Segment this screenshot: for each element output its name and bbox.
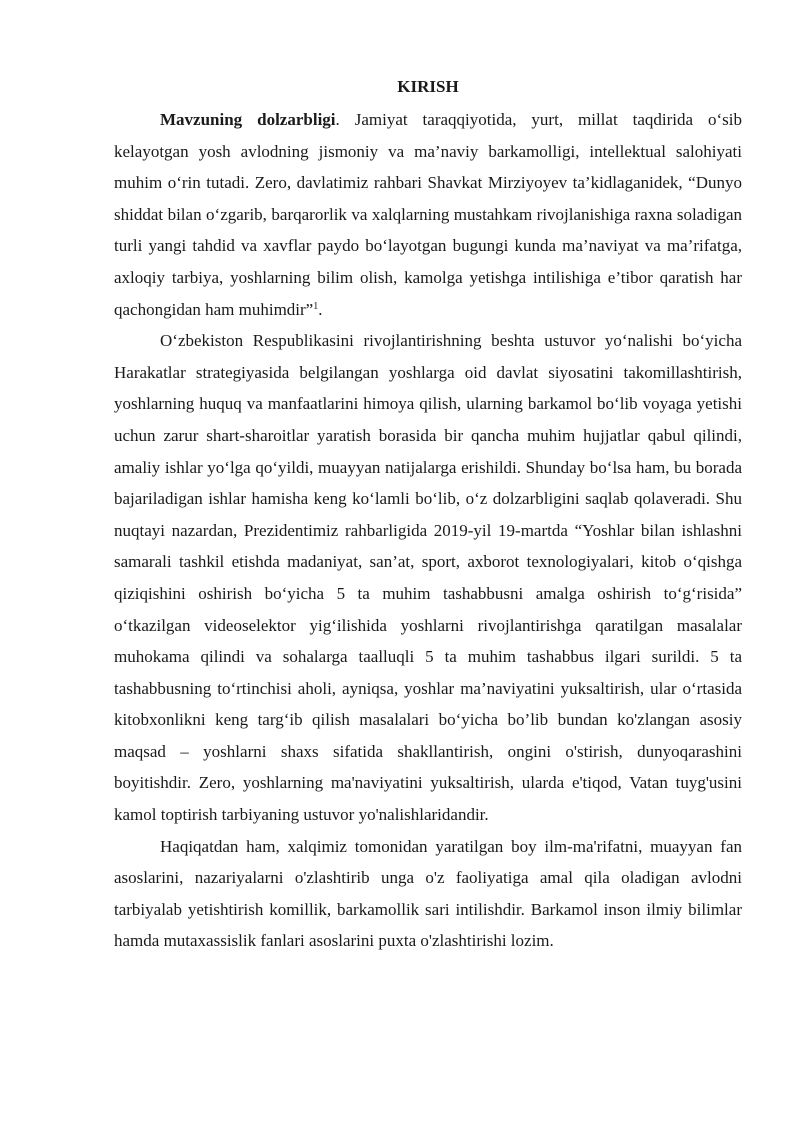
- paragraph-1-text: . Jamiyat taraqqiyotida, yurt, millat taqdirida o‘sib kelayotgan yosh avlodning jismoniy va ma’naviy barkamolligi, intellektual salohiyati muhim o‘rin tutadi. Zero, davlatimiz rahbari Shavkat Mirziyoyev ta’kidlaganidek, “Dunyo shiddat bilan o‘zgarib, barqarorlik va xalqlarning mustahkam rivojlanishiga raxna soladigan turli yangi tahdid va xavflar paydo bo‘layotgan bugungi kunda ma’naviyat va ma’rifatga, axloqiy tarbiya, yoshlarning bilim olish, kamolga yetishga intilishiga e’tibor qaratish har qachongidan ham muhimdir”: [114, 110, 742, 319]
- paragraph-1-lead: Mavzuning dolzarbligi: [160, 110, 336, 129]
- page-title: KIRISH: [397, 77, 459, 96]
- footnote-reference[interactable]: 1: [313, 300, 319, 312]
- document-page: [114, 74, 742, 957]
- paragraph-2: O‘zbekiston Respublikasini rivojlantirishning beshta ustuvor yo‘nalishi bo‘yicha Harakatlar strategiyasida belgilangan yoshlarga oid davlat siyosatini takomillashtirish, yoshlarning huquq va manfaatlarini himoya qilish, ularning barkamol bo‘lib voyaga yetishi uchun zarur shart-sharoitlar yaratish borasida bir qancha muhim hujjatlar qabul qilindi, amaliy ishlar yo‘lga qo‘yildi, muayyan natijalarga erishildi. Shunday bo‘lsa ham, bu borada bajariladigan ishlar hamisha keng ko‘lamli bo‘lib, o‘z dolzarbligini saqlab qolaveradi. Shu nuqtayi nazardan, Prezidentimiz rahbarligida 2019-yil 19-martda “Yoshlar bilan ishlashni samarali tashkil etishda madaniyat, san’at, sport, axborot texnologiyalari, kitob o‘qishga qiziqishini oshirish bo‘yicha 5 ta muhim tashabbusni amalga oshirish to‘g‘risida” o‘tkazilgan videoselektor yig‘ilishida yoshlarni rivojlantirishga qaratilgan masalalar muhokama qilindi va sohalarga taalluqli 5 ta muhim tashabbus ilgari surildi. 5 ta tashabbusning to‘rtinchisi aholi, ayniqsa, yoshlar ma’naviyatini yuksaltirish, ular o‘rtasida kitobxonlikni keng targ‘ib qilish masalalari bo‘yicha bo’lib bundan ko'zlangan asosiy maqsad – yoshlarni shaxs sifatida shakllantirish, ongini o'stirish, dunyoqarashini boyitishdir. Zero, yoshlarning ma'naviyatini yuksaltirish, ularda e'tiqod, Vatan tuyg'usini kamol toptirish tarbiyaning ustuvor yo'nalishlaridandir.: [114, 331, 742, 825]
- paragraph-3: Haqiqatdan ham, xalqimiz tomonidan yaratilgan boy ilm-ma'rifatni, muayyan fan asoslarini, nazariyalarni o'zlashtirib unga o'z faoliyatiga amal qila oladigan avlodni tarbiyalab yetishtirish komillik, barkamollik sari intilishdir. Barkamol inson ilmiy bilimlar hamda mutaxassislik fanlari asoslarini puxta o'zlashtirishi lozim.: [114, 836, 742, 951]
- paragraph-1: [114, 104, 742, 325]
- paragraph-1-end: .: [318, 299, 323, 319]
